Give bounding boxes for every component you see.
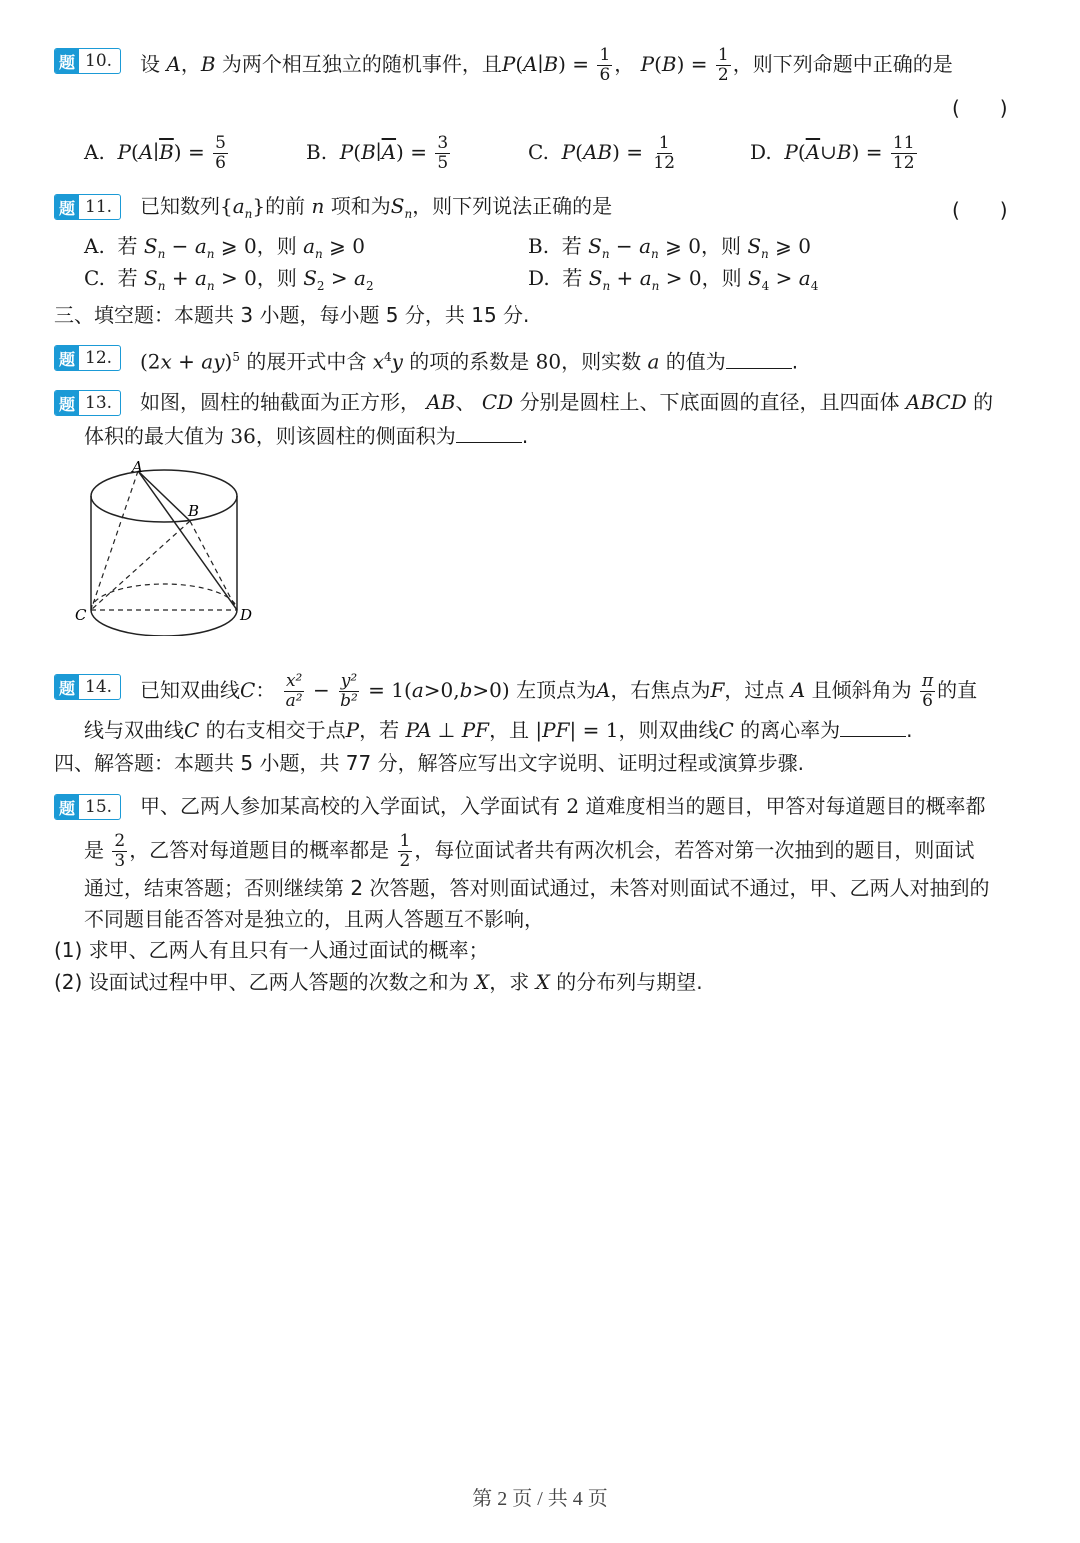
q12-stem: (2x + ay)$^5$ 的展开式中含 $x^4y$ 的项的系数是 80，则实数 a 的值为 . bbox=[140, 349, 799, 374]
q15-part1: (1) 求甲、乙两人有且只有一人通过面试的概率； bbox=[54, 938, 489, 962]
question-number: 11. bbox=[85, 197, 113, 217]
tag-icon: 题 bbox=[55, 795, 79, 819]
answer-blank bbox=[456, 422, 522, 443]
q13-line2: 体积的最大值为 36，则该圆柱的侧面积为 . bbox=[84, 424, 529, 448]
q15-line3: 通过，结束答题；否则继续第 2 次答题，答对则面试通过，未答对则面试不通过，甲、乙两人对抽到的 bbox=[84, 876, 990, 900]
q15-line4: 不同题目能否答对是独立的，且两人答题互不影响， bbox=[84, 907, 544, 931]
question-number: 14. bbox=[85, 677, 113, 697]
q11-option-b: B. 若 $S_n - a_n$ ⩾ 0，则 $S_n$ ⩾ 0 bbox=[528, 234, 811, 261]
point-label-c: C bbox=[75, 606, 87, 624]
q11-option-d: D. 若 $S_n + a_n > 0$，则 $S_4 > a_4$ bbox=[528, 266, 819, 293]
q11-stem: 已知数列$\{a_n\}$的前 n 项和为$S_n$，则下列说法正确的是 bbox=[140, 194, 613, 221]
option-c: C. P(AB) = $\frac{1}{12}$ bbox=[528, 133, 676, 173]
q14-line2: 线与双曲线C 的右支相交于点P，若 PA ⊥ PF，且 |PF| = 1，则双曲线C 的离心率为 . bbox=[84, 718, 913, 742]
point-label-d: D bbox=[240, 606, 253, 624]
cylinder-figure bbox=[70, 456, 270, 636]
option-a: A. $P(A∣\overline{B})$ = $\frac{5}{6}$ bbox=[84, 133, 226, 173]
point-label-b: B bbox=[188, 502, 200, 520]
question-number: 10. bbox=[85, 51, 113, 71]
q15-part2: (2) 设面试过程中甲、乙两人答题的次数之和为 X，求 X 的分布列与期望. bbox=[54, 970, 703, 994]
question-tag-15 bbox=[54, 794, 121, 820]
tag-icon: 题 bbox=[55, 675, 79, 699]
tag-icon: 题 bbox=[55, 391, 79, 415]
q14-line1: 已知双曲线C： $\frac{\text{x²}}{\text{a²}}$ − $\frac{\text{y²}}{\text{b²}}$ = 1(a>0,b>0) 左顶点为A，右焦点为F，过点 A 且倾斜角为 $\frac{\pi}{6}$ 的直 bbox=[140, 671, 978, 711]
q10-stem: 设 A，B 为两个相互独立的随机事件，且P(A∣B) = $\frac{1}{6}$ ， P(B) = $\frac{1}{2}$ ，则下列命题中正确的是 bbox=[140, 45, 953, 85]
option-b: B. $P(B∣\overline{A})$ = $\frac{3}{5}$ bbox=[306, 133, 449, 173]
tag-icon: 题 bbox=[55, 346, 79, 370]
question-number: 12. bbox=[85, 348, 113, 368]
tag-icon: 题 bbox=[55, 49, 79, 73]
question-tag-12 bbox=[54, 345, 121, 371]
q15-line1: 甲、乙两人参加某高校的入学面试，入学面试有 2 道难度相当的题目，甲答对每道题目的概率都 bbox=[140, 794, 986, 818]
answer-blank bbox=[840, 716, 906, 737]
answer-blank bbox=[726, 348, 792, 369]
question-number: 15. bbox=[85, 797, 113, 817]
answer-paren: ( ) bbox=[952, 96, 1008, 120]
section-heading-answer: 四、解答题：本题共 5 小题，共 77 分，解答应写出文字说明、证明过程或演算步骤. bbox=[54, 751, 804, 775]
page-footer: 第 2 页 / 共 4 页 bbox=[472, 1488, 608, 1510]
question-tag-10 bbox=[54, 48, 121, 74]
q11-option-c: C. 若 $S_n + a_n > 0$，则 $S_2 > a_2$ bbox=[84, 266, 374, 293]
option-d: D. $P(\overline{A}\cup B)$ = $\frac{11}{12}$ bbox=[750, 133, 915, 173]
question-number: 13. bbox=[85, 393, 113, 413]
section-heading-fill-in: 三、填空题：本题共 3 小题，每小题 5 分，共 15 分. bbox=[54, 303, 530, 327]
question-tag-11 bbox=[54, 194, 121, 220]
q15-line2: 是 $\frac{2}{3}$ ，乙答对每道题目的概率都是 $\frac{1}{2}$ ，每位面试者共有两次机会，若答对第一次抽到的题目，则面试 bbox=[84, 831, 975, 871]
answer-paren: ( ) bbox=[952, 198, 1008, 222]
point-label-a: A bbox=[132, 458, 143, 476]
q11-option-a: A. 若 $S_n - a_n$ ⩾ 0，则 $a_n$ ⩾ 0 bbox=[84, 234, 365, 261]
question-tag-13 bbox=[54, 390, 121, 416]
tag-icon: 题 bbox=[55, 195, 79, 219]
question-tag-14 bbox=[54, 674, 121, 700]
q13-line1: 如图，圆柱的轴截面为正方形， AB、 CD 分别是圆柱上、下底面圆的直径，且四面体 ABCD 的 bbox=[140, 390, 994, 414]
